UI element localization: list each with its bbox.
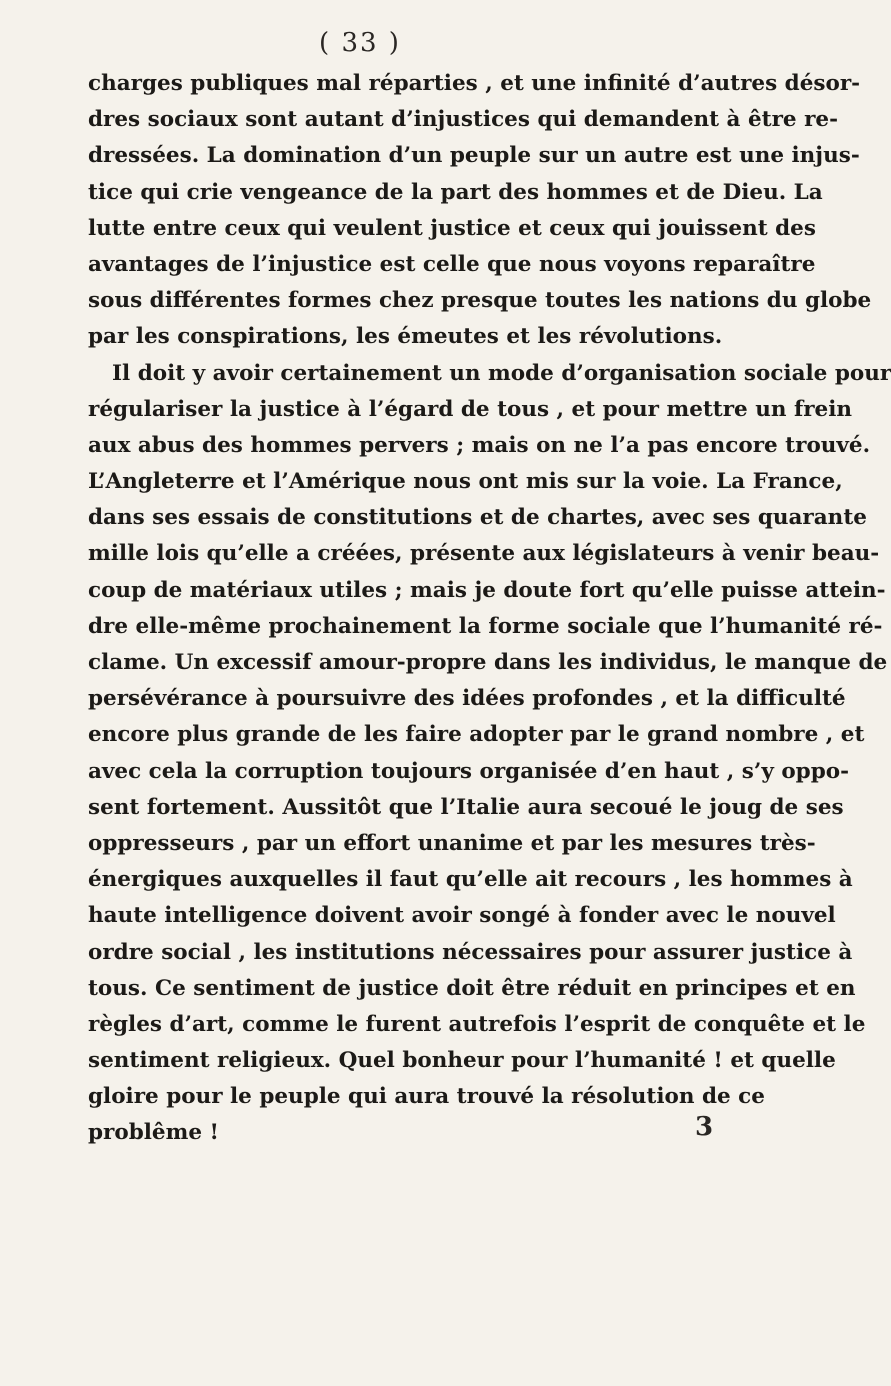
text-line: sous différentes formes chez presque toutes les nations du globe [88,288,872,314]
text-line: Il doit y avoir certainement un mode d’organisation sociale pour [112,360,891,386]
text-line: persévérance à poursuivre des idées profondes , et la difficulté [88,686,846,712]
text-line: règles d’art, comme le furent autrefois l’esprit de conquête et le [88,1011,866,1037]
text-line: avec cela la corruption toujours organisée d’en haut , s’y oppo- [88,758,850,784]
page-number: ( 33 ) [319,28,401,58]
text-line: lutte entre ceux qui veulent justice et ceux qui jouissent des [88,215,816,241]
text-line: régulariser la justice à l’égard de tous , et pour mettre un frein [88,396,853,422]
text-line: sent fortement. Aussitôt que l’Italie aura secoué le joug de ses [88,794,844,820]
text-line: dressées. La domination d’un peuple sur un autre est une injus- [88,143,860,169]
text-line: mille lois qu’elle a créées, présente aux législateurs à venir beau- [88,541,880,567]
signature-mark: 3 [695,1112,714,1142]
text-line: aux abus des hommes pervers ; mais on ne l’a pas encore trouvé. [88,432,871,458]
text-line: énergiques auxquelles il faut qu’elle ait recours , les hommes à [88,867,853,893]
text-line: sentiment religieux. Quel bonheur pour l’humanité ! et quelle [88,1048,836,1074]
text-line: dres sociaux sont autant d’injustices qui demandent à être re- [88,107,839,133]
text-line: clame. Un excessif amour-propre dans les individus, le manque de [88,650,888,675]
text-line: dans ses essais de constitutions et de chartes, avec ses quarante [88,505,867,531]
text-line: haute intelligence doivent avoir songé à fonder avec le nouvel [88,903,836,929]
text-line: par les conspirations, les émeutes et les révolutions. [88,324,723,350]
text-line: avantages de l’injustice est celle que nous voyons reparaître [88,251,816,277]
body-text [88,66,891,1152]
text-line: ordre social , les institutions nécessaires pour assurer justice à [88,939,853,965]
text-line: tice qui crie vengeance de la part des hommes et de Dieu. La [88,179,823,205]
text-line: coup de matériaux utiles ; mais je doute fort qu’elle puisse attein- [88,577,886,603]
text-line: tous. Ce sentiment de justice doit être réduit en principes et en [88,975,856,1001]
text-line: L’Angleterre et l’Amérique nous ont mis sur la voie. La France, [88,469,843,495]
text-line: gloire pour le peuple qui aura trouvé la résolution de ce [88,1084,765,1110]
text-line: charges publiques mal réparties , et une infinité d’autres désor- [88,71,861,96]
text-line: problême ! [88,1120,219,1146]
text-line: dre elle-même prochainement la forme sociale que l’humanité ré- [88,613,883,639]
text-line: encore plus grande de les faire adopter par le grand nombre , et [88,722,865,748]
text-line: oppresseurs , par un effort unanime et par les mesures très- [88,830,816,856]
